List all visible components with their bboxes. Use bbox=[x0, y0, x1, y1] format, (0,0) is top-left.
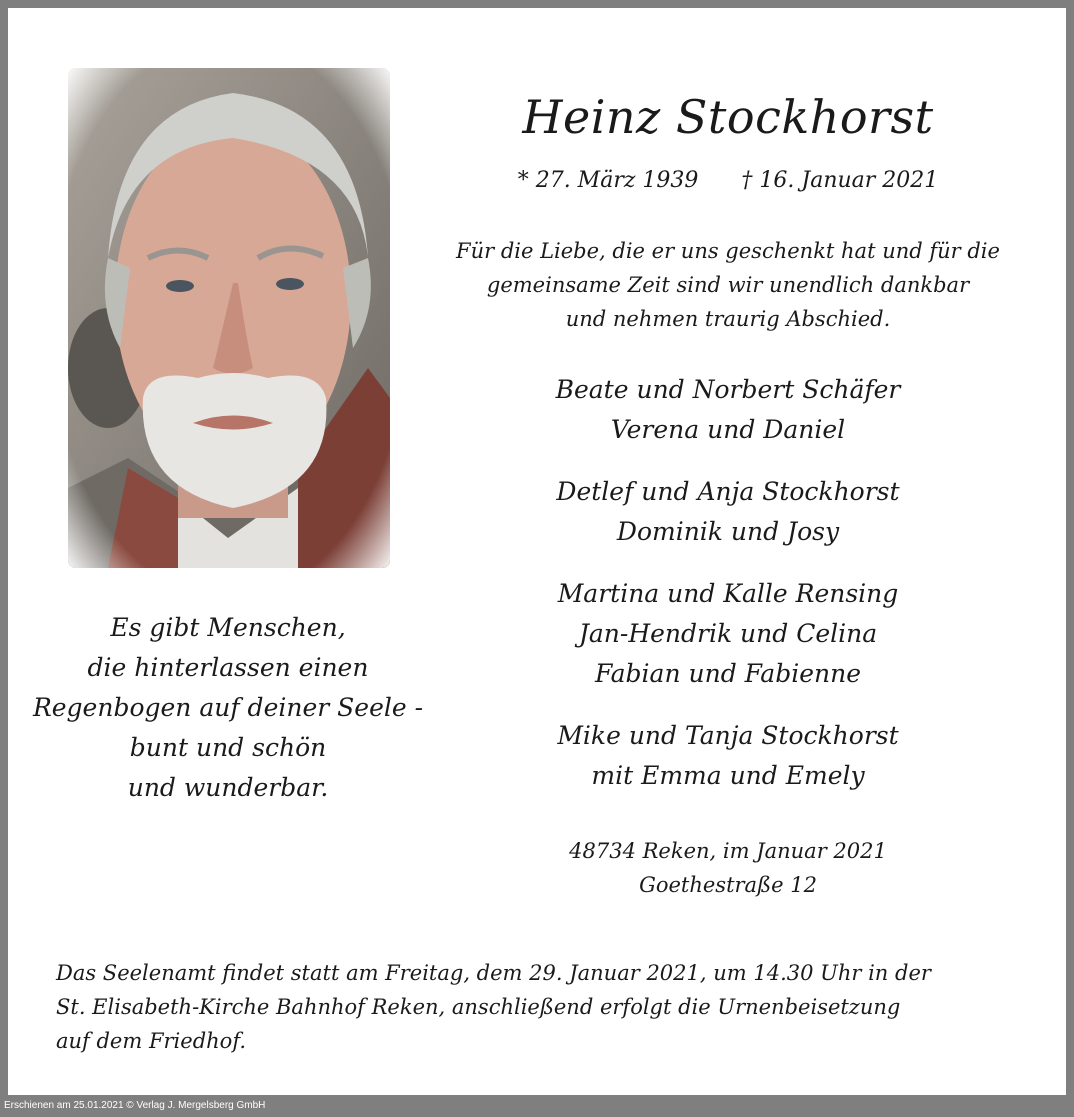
service-line: Das Seelenamt findet statt am Freitag, dem 29. Januar 2021, um 14.30 Uhr in der bbox=[56, 961, 931, 985]
service-line: St. Elisabeth-Kirche Bahnhof Reken, anschließend erfolgt die Urnenbeisetzung bbox=[56, 995, 901, 1019]
verse-line: und nehmen traurig Abschied. bbox=[565, 307, 891, 331]
location-line: 48734 Reken, im Januar 2021 bbox=[569, 839, 887, 863]
deceased-name: Heinz Stockhorst bbox=[522, 90, 934, 144]
death-date: † 16. Januar 2021 bbox=[741, 168, 939, 193]
service-notice bbox=[56, 956, 1036, 1058]
verse-line: Für die Liebe, die er uns geschenkt hat und für die bbox=[456, 239, 1000, 263]
portrait-illustration bbox=[68, 68, 390, 568]
family-line: Fabian und Fabienne bbox=[594, 659, 861, 688]
family-line: Mike und Tanja Stockhorst bbox=[557, 721, 899, 750]
poem-line: bunt und schön bbox=[129, 733, 327, 762]
location-address bbox=[438, 834, 1018, 902]
family-line: Martina und Kalle Rensing bbox=[557, 579, 899, 608]
family-group bbox=[438, 472, 1018, 552]
family-line: Jan-Hendrik und Celina bbox=[578, 619, 878, 648]
family-line: Dominik und Josy bbox=[616, 517, 840, 546]
memorial-poem bbox=[28, 608, 428, 808]
family-group bbox=[438, 574, 1018, 694]
mourners-list bbox=[438, 370, 1018, 818]
service-line: auf dem Friedhof. bbox=[56, 1029, 247, 1053]
publication-footer: Erschienen am 25.01.2021 © Verlag J. Mergelsberg GmbH bbox=[4, 1100, 266, 1111]
family-line: mit Emma und Emely bbox=[591, 761, 865, 790]
birth-date: * 27. März 1939 bbox=[517, 168, 699, 193]
family-line: Detlef und Anja Stockhorst bbox=[556, 477, 900, 506]
verse-line: gemeinsame Zeit sind wir unendlich dankbar bbox=[486, 273, 970, 297]
address-line: Goethestraße 12 bbox=[639, 873, 817, 897]
family-group bbox=[438, 716, 1018, 796]
farewell-verse bbox=[438, 234, 1018, 336]
family-line: Verena und Daniel bbox=[610, 415, 846, 444]
family-group bbox=[438, 370, 1018, 450]
life-dates bbox=[438, 168, 1018, 193]
poem-line: und wunderbar. bbox=[127, 773, 329, 802]
portrait-photo bbox=[68, 68, 390, 568]
poem-line: die hinterlassen einen bbox=[87, 653, 369, 682]
poem-line: Regenbogen auf deiner Seele - bbox=[32, 693, 424, 722]
poem-line: Es gibt Menschen, bbox=[110, 613, 346, 642]
family-line: Beate und Norbert Schäfer bbox=[555, 375, 901, 404]
obituary-card bbox=[8, 8, 1066, 1095]
